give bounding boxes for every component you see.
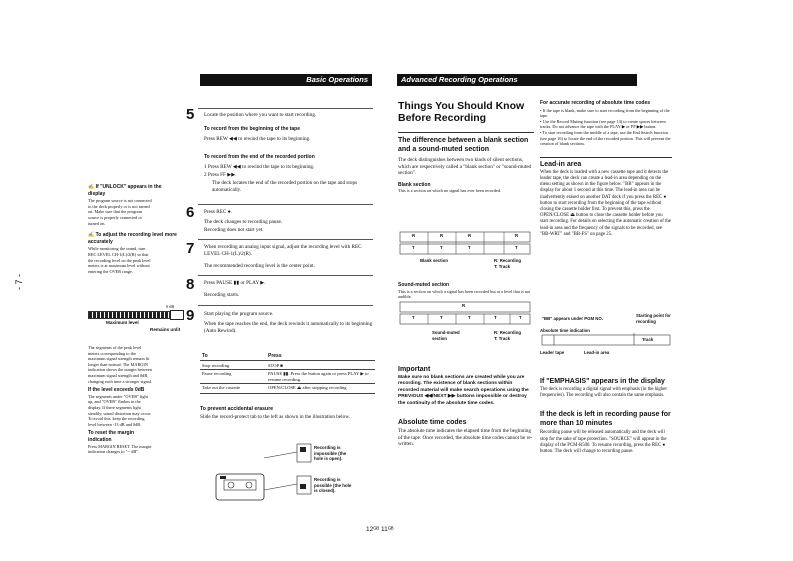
- step-5-sub2-title: To record from the end of the recorded portion: [204, 154, 315, 160]
- diff-title: The difference between a blank section and a sound-muted section: [398, 137, 529, 153]
- t-label: T: [468, 245, 471, 250]
- muted-text: This is a section on which a signal has been recorded but at a level that is not audible.: [398, 288, 531, 300]
- exceeds-title: If the level exceeds 0dB: [88, 387, 145, 394]
- leadin-area-label: Lead-in area: [584, 350, 610, 355]
- step-divider: [198, 108, 373, 109]
- meter-margin-box: [170, 310, 184, 320]
- table-row: [200, 361, 375, 369]
- right-column-lower: [540, 378, 672, 455]
- pause-title: If the deck is left in recording pause for more than 10 minutes: [540, 411, 671, 427]
- step-5-sub2-item2b: The deck locates the end of the recorded portion on the tape and stops automatically.: [212, 180, 358, 193]
- things-column: [398, 100, 534, 194]
- pause-text: Recording pause will be released automatically and the deck will stop for the sake of tape protection. "SOURCE" will appear in the display of the PCM-R500. To resume recording, press the REC ● button. The deck will change to recording pause.: [540, 430, 667, 455]
- t-label: T: [494, 315, 497, 320]
- right-column: [540, 100, 672, 238]
- left-notes-lower: [88, 345, 152, 455]
- blank-diagram-svg: [398, 230, 534, 260]
- step-6-text: Press REC ●.: [204, 209, 233, 215]
- muted-section-diagram: [398, 300, 534, 344]
- table-header-cell: To: [200, 352, 266, 361]
- tip-icon: ✍: [88, 184, 96, 190]
- adjust-text: While monitoring the sound, turn REC LEVEL CH-1(L)/2(R) so that the recording level on the peak level meters is at maximum level without entering the OVER range.: [88, 246, 151, 274]
- step-5-sub2-item2: 2 Press FF ▶▶.: [204, 172, 237, 178]
- step-6-text2: The deck changes to recording pause.: [204, 219, 283, 225]
- r-label: R: [468, 233, 472, 238]
- legend-r: R: Recording: [494, 258, 521, 263]
- left-header-bar: [200, 74, 372, 86]
- things-title: Things You Should Know Before Recording: [398, 100, 525, 124]
- accurate-title: For accurate recording of absolute time codes: [540, 100, 651, 106]
- step-9-text: Start playing the program source.: [204, 311, 274, 317]
- meter-label-remain: Remains unlit: [150, 327, 181, 332]
- r-label: R: [440, 233, 444, 238]
- cassette-label-possible: Recording is possible (the hole is closed).: [314, 477, 352, 494]
- step-9-text2: When the tape reaches the end, the deck rewinds it automatically to its beginning (Auto Rewind).: [204, 321, 373, 334]
- step-divider: [198, 305, 373, 306]
- exceeds-text: The segments under "OVER" light up, and "OVER" flashes in the display. If there segments light steadily, sound distortion may occur. To avoid this, keep the recording level between -13 dB and 0dB.: [88, 393, 151, 427]
- important-block: [398, 366, 534, 448]
- t-label: T: [440, 245, 443, 250]
- meter-label-top: 0 dB: [166, 304, 175, 309]
- legend-t: T: Track: [494, 336, 511, 341]
- table-cell: STOP ■: [266, 361, 375, 369]
- t-label: T: [468, 315, 471, 320]
- meter-label-max: Maximum level: [106, 320, 139, 325]
- step-8-number: 8: [186, 276, 195, 293]
- step-7-text2: The recommended recording level is the center point.: [204, 263, 315, 269]
- tip-icon: ✍: [88, 232, 96, 239]
- t-label: T: [515, 245, 518, 250]
- step-5-sub1-title: To record from the beginning of the tape: [204, 126, 301, 132]
- abs-indicator: Absolute time indication: [540, 328, 590, 333]
- right-header-title: Advanced Recording Operations: [401, 75, 518, 84]
- step-8-text: Press PAUSE ▮▮ or PLAY ▶.: [204, 280, 266, 286]
- right-header-bar: [397, 74, 637, 86]
- unlock-text: The program source is not connected to the deck properly or is not turned on. Make sure that the program source is properly connected or turned on.: [88, 198, 152, 226]
- adjust-title: ✍ To adjust the recording level more accurately: [88, 232, 177, 245]
- left-notes-column: [88, 184, 178, 274]
- table-cell: Stop recording: [200, 361, 266, 369]
- leadin-title: Lead-in area: [540, 160, 582, 168]
- blank-caption: Blank section: [420, 258, 448, 263]
- page-number: 12ᴳᴮ 11ᴳᴮ: [366, 526, 394, 533]
- accurate-bullet: • Use the Record Muting function (see page 14) to create spaces between tracks. Do not advance the tape with the PLAY ▶ or FF ▶▶ button.: [540, 118, 666, 130]
- step-7-number: 7: [186, 240, 195, 257]
- t-label: T: [519, 315, 522, 320]
- table-row: [200, 384, 375, 393]
- step-divider: [198, 239, 373, 240]
- t-label: T: [412, 245, 415, 250]
- blank-section-diagram: [398, 230, 534, 274]
- reset-title: To reset the margin indication: [88, 430, 135, 443]
- step-6-text3: Recording does not start yet.: [204, 227, 264, 233]
- accurate-bullet: • To start recording from the middle of a tape, use the End Search function (see page 16) to locate the end of the recorded portion. This will prevent the creation of blank sections.: [540, 129, 671, 147]
- table-header-cell: Press: [266, 352, 375, 361]
- step-5-number: 5: [186, 106, 195, 123]
- bb-label: "BB" appears under PGM NO.: [542, 316, 603, 321]
- leader-label: Leader tape: [540, 350, 565, 355]
- r-label: R: [412, 233, 416, 238]
- unlock-title: ✍ If "UNLOCK" appears in the display: [88, 184, 162, 197]
- muted-block: [398, 282, 534, 300]
- muted-caption: Sound-muted section: [432, 330, 460, 341]
- table-row: [200, 369, 375, 383]
- muted-diagram-svg: [398, 300, 534, 328]
- reset-text: Press MARGIN RESET. The margin indication changes to "-- dB".: [88, 443, 152, 455]
- step-8-text2: Recording starts.: [204, 292, 240, 298]
- muted-title: Sound-muted section: [398, 282, 450, 288]
- prevent-text: Slide the record-protect tab to the left as shown in the illustration below.: [200, 414, 350, 420]
- important-text: Make sure no blank sections are created while you are recording. The existence of blank sections within recorded material will make search operations using the PREVIOUS ◀◀/NEXT ▶▶ buttons impossible or destroy the continuity of the absolute time codes.: [398, 375, 529, 406]
- starting-label: Starting point for recording: [636, 313, 671, 324]
- t-label: T: [440, 315, 443, 320]
- t-label: T: [412, 315, 415, 320]
- emphasis-text: The deck is recording a digital signal with emphasis (in the higher frequencies). The recording will also contain the same emphasis.: [540, 387, 667, 399]
- segments-text: The segments of the peak level meters corresponding to the maximum signal strength remain lit longer than normal. The MARGIN indication shows the margin between maximum signal strength and 0dB, changing each time a stronger signal.: [88, 345, 152, 384]
- left-header-title: Basic Operations: [306, 75, 368, 84]
- step-5-sub2-item1: 1 Press REW ◀◀ to rewind the tape to its beginning.: [204, 164, 315, 170]
- step-6-number: 6: [186, 204, 195, 221]
- step-5-sub1-text: Press REW ◀◀ to rewind the tape to its beginning.: [204, 136, 311, 142]
- r-label: R: [515, 233, 519, 238]
- accurate-bullet: • If the tape is blank, make sure to start recording from the beginning of the tape.: [540, 107, 670, 119]
- table-cell: Take out the cassette: [200, 384, 266, 393]
- emphasis-title: If "EMPHASIS" appears in the display: [540, 378, 665, 385]
- step-5-text: Locate the position where you want to start recording.: [204, 112, 317, 118]
- legend-t: T: Track: [494, 264, 511, 269]
- table-cell: Pause recording: [200, 369, 266, 383]
- blank-title: Blank section: [398, 181, 431, 188]
- table-cell: PAUSE ▮▮. Press the button again or press PLAY ▶ to resume recording.: [266, 369, 375, 383]
- level-meter-illustration: [88, 306, 184, 336]
- blank-text: This is a section on which no signal has ever been recorded.: [398, 188, 502, 194]
- important-title: Important: [398, 366, 431, 373]
- legend-r: R: Recording: [494, 330, 521, 335]
- r-label: R: [462, 303, 466, 308]
- step-7-text: When recording an analog input signal, adjust the recording level with REC LEVEL CH-1(L)/2(R).: [204, 244, 362, 257]
- table-header-row: [200, 352, 375, 361]
- step-divider: [198, 204, 373, 205]
- abs-text: The absolute time indicates the elapsed time from the beginning of the tape. Once recorded, the absolute time codes cannot be re-written.: [398, 428, 533, 448]
- table-cell: OPEN/CLOSE ⏏ after stopping recording: [266, 384, 375, 393]
- side-page-mark: - 7 -: [14, 273, 24, 290]
- cassette-label-impossible: Recording is impossible (the hole is open).: [314, 445, 347, 462]
- step-divider: [198, 275, 373, 276]
- abs-title: Absolute time codes: [398, 419, 467, 427]
- track-label: Track: [642, 337, 654, 342]
- leadin-diagram: [540, 313, 672, 366]
- step-9-number: 9: [186, 307, 195, 324]
- leadin-text: When the deck is loaded with a new cassette tape and it detects the leader tape, the deck can create a lead-in area depending on the menu setting as shown in the figure below. "BB" appears in the display for about 1 second at this time. The lead-in area can be inadvertently erased on another DAT deck if you press the REC ● button to start recording from the beginning of the tape without closing the cassette holder first. To prevent this, press the OPEN/CLOSE ⏏ button to close the cassette holder before you start recording. For details on selecting the automatic creation of the lead-in area and the frequency of the signals to be recorded, see "BB-WRT" and "BB-FS" on page 25.: [540, 169, 671, 237]
- operations-table: [200, 352, 375, 394]
- meter-bar: [88, 311, 170, 319]
- prevent-title: To prevent accidental erasure: [200, 406, 274, 412]
- diff-text: The deck distinguishes between two kinds of silent sections, which are respectively called a "blank section" or "sound-muted section".: [398, 157, 532, 177]
